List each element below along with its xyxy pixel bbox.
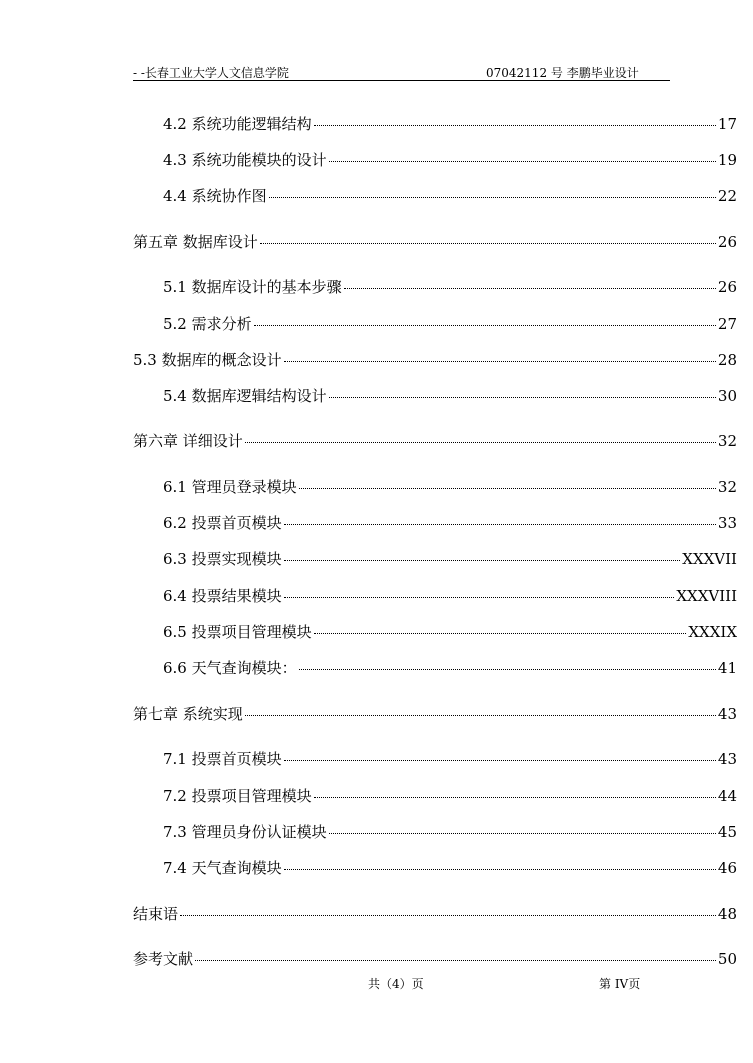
toc-leader bbox=[314, 633, 687, 634]
toc-entry-page: 26 bbox=[717, 278, 737, 296]
toc-entry[interactable] bbox=[163, 748, 737, 768]
toc-entry-label: 7.2 投票项目管理模块 bbox=[163, 787, 312, 805]
toc-chapter-entry[interactable] bbox=[133, 903, 737, 923]
toc-entry-label: 7.1 投票首页模块 bbox=[163, 750, 282, 768]
toc-entry[interactable] bbox=[163, 149, 737, 169]
footer-page-number: 第 IV页 bbox=[599, 977, 641, 991]
toc-entry-label: 5.1 数据库设计的基本步骤 bbox=[163, 278, 342, 296]
toc-entry-page: 48 bbox=[717, 905, 737, 923]
toc-entry[interactable] bbox=[163, 585, 737, 605]
toc-leader bbox=[284, 560, 681, 561]
toc-entry-page: 22 bbox=[717, 187, 737, 205]
toc-entry-label: 4.4 系统协作图 bbox=[163, 187, 267, 205]
toc-entry[interactable] bbox=[163, 821, 737, 841]
toc-leader bbox=[284, 869, 716, 870]
toc-entry-page: 43 bbox=[717, 750, 737, 768]
toc-entry-page: 19 bbox=[717, 151, 737, 169]
toc-entry-label: 结束语 bbox=[133, 905, 179, 923]
toc-entry-page: XXXVIII bbox=[676, 587, 737, 605]
toc-entry-label: 7.3 管理员身份认证模块 bbox=[163, 823, 327, 841]
footer-page-count: 共（4）页 bbox=[368, 977, 424, 991]
toc-entry-label: 参考文献 bbox=[133, 950, 194, 968]
toc-entry-page: 17 bbox=[717, 115, 737, 133]
toc-entry-label: 第六章 详细设计 bbox=[133, 432, 243, 450]
toc-entry[interactable] bbox=[163, 621, 737, 641]
toc-entry[interactable] bbox=[163, 185, 737, 205]
toc-leader bbox=[195, 960, 716, 961]
toc-entry-page: 27 bbox=[717, 315, 737, 333]
toc-leader bbox=[299, 669, 716, 670]
toc-entry[interactable] bbox=[163, 476, 737, 496]
toc-chapter-entry[interactable] bbox=[133, 948, 737, 968]
toc-leader bbox=[269, 197, 716, 198]
toc-entry-page: 43 bbox=[717, 705, 737, 723]
toc-chapter-entry[interactable] bbox=[133, 703, 737, 723]
page-header bbox=[133, 62, 670, 81]
toc-leader bbox=[284, 760, 716, 761]
toc-leader bbox=[254, 325, 716, 326]
toc-leader bbox=[314, 797, 716, 798]
toc-leader bbox=[245, 715, 716, 716]
toc-leader bbox=[329, 397, 716, 398]
toc-entry-page: 45 bbox=[717, 823, 737, 841]
toc-entry-page: 50 bbox=[717, 950, 737, 968]
toc-entry[interactable] bbox=[163, 512, 737, 532]
toc-leader bbox=[344, 288, 716, 289]
toc-leader bbox=[180, 915, 716, 916]
toc-entry-label: 4.3 系统功能模块的设计 bbox=[163, 151, 327, 169]
header-author: 07042112 号 李鹏毕业设计 bbox=[486, 66, 639, 80]
header-institution: - -长春工业大学人文信息学院 bbox=[133, 66, 289, 80]
toc-entry-label: 7.4 天气查询模块 bbox=[163, 859, 282, 877]
toc-entry-label: 4.2 系统功能逻辑结构 bbox=[163, 115, 312, 133]
toc-leader bbox=[245, 442, 716, 443]
toc-entry-page: 46 bbox=[717, 859, 737, 877]
toc-entry-page: 44 bbox=[717, 787, 737, 805]
toc-entry-label: 5.3 数据库的概念设计 bbox=[133, 351, 282, 369]
toc-entry[interactable] bbox=[163, 857, 737, 877]
toc-entry[interactable] bbox=[163, 276, 737, 296]
toc-leader bbox=[314, 125, 716, 126]
toc-entry-page: 30 bbox=[717, 387, 737, 405]
toc-entry-label: 6.5 投票项目管理模块 bbox=[163, 623, 312, 641]
toc-entry-page: XXXVII bbox=[682, 550, 737, 568]
toc-entry[interactable] bbox=[163, 313, 737, 333]
toc-leader bbox=[284, 524, 716, 525]
toc-leader bbox=[329, 161, 716, 162]
toc-leader bbox=[260, 243, 716, 244]
toc-entry[interactable] bbox=[163, 113, 737, 133]
toc-entry-label: 第五章 数据库设计 bbox=[133, 233, 258, 251]
toc-leader bbox=[299, 488, 716, 489]
toc-entry-label: 5.2 需求分析 bbox=[163, 315, 252, 333]
toc-entry-page: 32 bbox=[717, 432, 737, 450]
toc-entry-page: 28 bbox=[717, 351, 737, 369]
toc-entry[interactable] bbox=[133, 349, 737, 369]
toc-entry[interactable] bbox=[163, 548, 737, 568]
toc-entry-label: 6.2 投票首页模块 bbox=[163, 514, 282, 532]
toc-entry-label: 6.1 管理员登录模块 bbox=[163, 478, 297, 496]
toc-leader bbox=[329, 833, 716, 834]
toc-entry-page: XXXIX bbox=[688, 623, 737, 641]
toc-entry-page: 33 bbox=[717, 514, 737, 532]
toc-entry[interactable] bbox=[163, 657, 737, 677]
toc-leader bbox=[284, 597, 675, 598]
toc-entry-label: 6.4 投票结果模块 bbox=[163, 587, 282, 605]
toc-entry[interactable] bbox=[163, 385, 737, 405]
toc-entry-label: 第七章 系统实现 bbox=[133, 705, 243, 723]
toc-leader bbox=[284, 361, 716, 362]
toc-entry-page: 41 bbox=[717, 659, 737, 677]
toc-entry[interactable] bbox=[163, 785, 737, 805]
toc-entry-label: 5.4 数据库逻辑结构设计 bbox=[163, 387, 327, 405]
toc-chapter-entry[interactable] bbox=[133, 430, 737, 450]
toc-entry-label: 6.3 投票实现模块 bbox=[163, 550, 282, 568]
toc-entry-page: 26 bbox=[717, 233, 737, 251]
toc-chapter-entry[interactable] bbox=[133, 231, 737, 251]
toc-entry-label: 6.6 天气查询模块： bbox=[163, 659, 297, 677]
toc-entry-page: 32 bbox=[717, 478, 737, 496]
